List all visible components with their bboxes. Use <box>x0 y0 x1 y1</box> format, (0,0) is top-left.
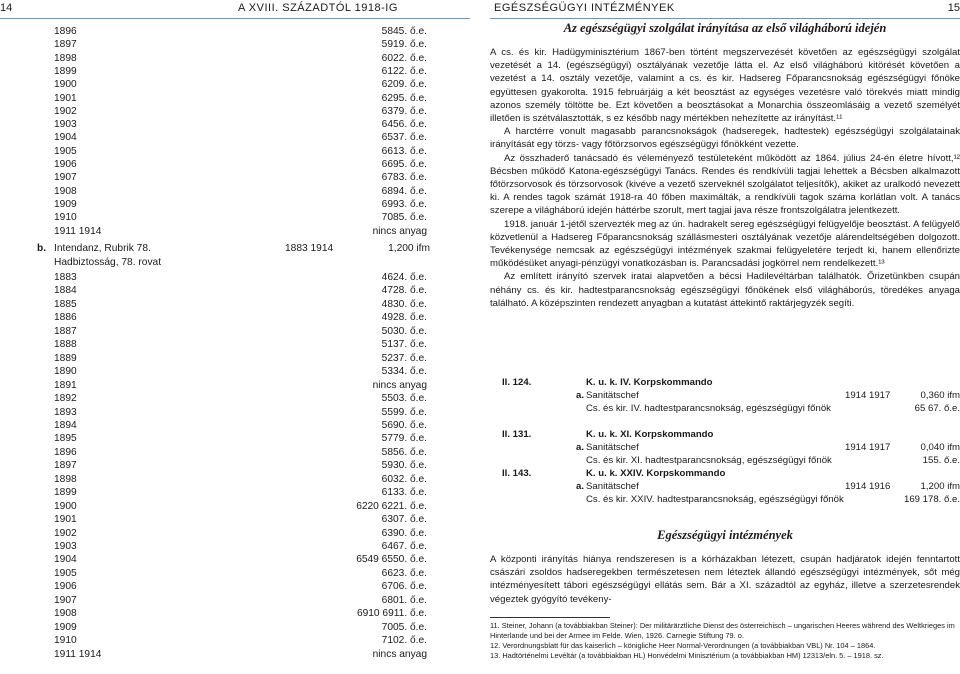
year: 1890 <box>54 366 77 378</box>
left-running-header <box>0 0 470 19</box>
section-b-years: 1883 1914 <box>285 243 334 254</box>
sub-name: Sanitätschef <box>586 481 639 492</box>
unit-years: 1914 1917 <box>845 390 891 401</box>
footnote: 12. Verordnungsblatt für das kaiserlich – königliche Heer Normal-Verordnungen (a továbbiakban VBL) Nr. 104 – 1864. <box>490 641 876 650</box>
year: 1896 <box>54 446 77 458</box>
footnote-rule <box>490 617 610 618</box>
unit-number: II. 131. <box>502 429 532 440</box>
section-b-letter: b. <box>37 243 47 254</box>
year: 1897 <box>54 460 77 472</box>
unit-translation: Cs. és kir. IV. hadtestparancsnokság, egészségügyi főnök <box>586 403 831 414</box>
year: 1911 1914 <box>54 648 102 660</box>
year: 1896 <box>54 26 77 37</box>
archive-unit: 6220 6221. ő.e. <box>356 500 427 512</box>
archive-unit: 4830. ő.e. <box>381 298 427 310</box>
archive-unit: 5845. ő.e. <box>381 26 427 37</box>
archive-unit: 5137. ő.e. <box>381 339 427 351</box>
year: 1901 <box>54 92 77 104</box>
unit-translation: Cs. és kir. XI. hadtestparancsnokság, egészségügyi főnök <box>586 455 832 466</box>
unit-number: II. 124. <box>502 377 532 388</box>
year: 1897 <box>54 39 77 51</box>
archive-unit: 6549 6550. ő.e. <box>356 554 427 566</box>
year: 1905 <box>54 567 77 579</box>
archive-unit: 6022. ő.e. <box>381 52 427 64</box>
footnote: 13. Hadtörténelmi Levéltár (a továbbiakban HL) Honvédelmi Minisztérium (a továbbiakban HM) 12313/eln. 5. – 1918. sz. <box>490 651 884 660</box>
year: 1902 <box>54 105 77 117</box>
unit-years: 1914 1916 <box>845 481 891 492</box>
year: 1885 <box>54 298 77 310</box>
year: 1906 <box>54 581 77 593</box>
archive-unit: 6390. ő.e. <box>381 527 427 539</box>
section-title-2: Egészségügyi intézmények <box>657 528 793 542</box>
archive-unit: 6910 6911. ő.e. <box>356 608 427 620</box>
left-page-number: 14 <box>0 2 13 14</box>
archive-unit: 5030. ő.e. <box>381 325 427 337</box>
archive-unit: 6894. ő.e. <box>381 185 427 197</box>
year: 1910 <box>54 635 77 647</box>
year: 1899 <box>54 487 77 499</box>
unit-number: II. 143. <box>502 468 532 479</box>
unit-heading: K. u. k. XI. Korpskommando <box>586 429 714 440</box>
section-b-name: Intendanz, Rubrik 78. <box>54 243 151 254</box>
year: 1902 <box>54 527 77 539</box>
archive-unit: 5599. ő.e. <box>381 406 427 418</box>
archive-unit: 6537. ő.e. <box>381 132 427 144</box>
archive-unit: nincs anyag <box>372 379 427 391</box>
unit-range: 155. ő.e. <box>922 455 960 466</box>
year: 1893 <box>54 406 77 418</box>
archive-unit: 5503. ő.e. <box>381 393 427 405</box>
paragraph: A cs. és kir. Hadügyminisztérium 1867-ben történt megszervezését követően az egészségügyi szolgálat vezetését a 14. (egészségügyi) osztályának vezetője látta el. Az első világháború kitörését követően a vezetést a 14. osztály vezetője, valamint a cs. és kir. Hadsereg Főparancsnokság egészségügyi főnöke együttesen gyakorolta. 1915 februárjáig a két beosztást az egységes vezetésre való törekvés miatt mindig azonos személy töltötte be. Ezt követően a beosztásokat a Monarchia összeomlásáig a vezető személyét illetően is szétválasztották, s ez később nagy mértékben nehezítette az irányítást.¹¹ <box>490 47 960 125</box>
archive-unit: 7005. ő.e. <box>381 621 427 633</box>
year: 1908 <box>54 608 77 620</box>
archive-unit: 6993. ő.e. <box>381 198 427 210</box>
footnote: 11. Steiner, Johann (a továbbiakban Steiner): Der militärärztliche Dienst des österreichisch – ungarischen Heeres während des Weltkrieges im Hinterlande und bei der Armee im Felde. Wien, 1926. Carnegie Stiftung 79. o. <box>490 621 955 640</box>
archive-unit: 7102. ő.e. <box>381 635 427 647</box>
unit-extent: 1,200 ifm <box>920 481 960 492</box>
year: 1905 <box>54 145 77 157</box>
archive-unit: 6209. ő.e. <box>381 79 427 91</box>
unit-years: 1914 1917 <box>845 442 891 453</box>
paragraph-2: A központi irányítás hiánya rendszeresen is a kórházakban létezett, csupán hadjáratok idején fenntartott császári zsoldos hadseregekben természetesen nem léteztek állandó egészségügyi intézmények, sőt még intézményesített tábori egészségügyi ellátás sem. Bár a XI. századtól az egyház, illetve a szerzetesrendek végeztek gyógyító tevékeny- <box>490 554 960 605</box>
archive-unit: nincs anyag <box>372 648 427 660</box>
year: 1903 <box>54 541 77 552</box>
year: 1904 <box>54 554 77 566</box>
archive-unit: 6706. ő.e. <box>381 581 427 593</box>
year: 1909 <box>54 621 77 633</box>
year: 1910 <box>54 212 77 224</box>
archive-unit: 4928. ő.e. <box>381 312 427 324</box>
right-running-header <box>490 0 960 19</box>
archive-unit: 5856. ő.e. <box>381 446 427 458</box>
year: 1887 <box>54 325 77 337</box>
year: 1895 <box>54 433 77 445</box>
footnotes <box>490 621 960 661</box>
unit-extent: 0,040 ifm <box>920 442 960 453</box>
archive-unit: 6695. ő.e. <box>381 159 427 170</box>
year: 1904 <box>54 132 77 144</box>
year: 1894 <box>54 419 77 431</box>
year: 1903 <box>54 119 77 131</box>
unit-extent: 0,360 ifm <box>920 390 960 401</box>
unit-heading: K. u. k. IV. Korpskommando <box>586 377 713 388</box>
right-page <box>490 0 960 674</box>
archive-unit: 6032. ő.e. <box>381 473 427 485</box>
archive-unit: 5930. ő.e. <box>381 460 427 472</box>
archive-unit: 7085. ő.e. <box>381 212 427 224</box>
archive-unit: 6379. ő.e. <box>381 105 427 117</box>
year: 1898 <box>54 52 77 64</box>
paragraph: A harctérre vonult magasabb parancsnokságok (hadseregek, hadtestek) egészségügyi szolgálatainak irányítását egy törzs- vagy főtörzsorvos egészségügyi főnökként vezette. <box>490 126 960 151</box>
archive-unit: 6133. ő.e. <box>381 487 427 499</box>
year: 1886 <box>54 312 77 324</box>
archive-unit: 4624. ő.e. <box>381 272 427 283</box>
archive-unit: 4728. ő.e. <box>381 285 427 297</box>
section-b-subtitle: Hadbiztosság, 78. rovat <box>54 257 162 268</box>
year: 1889 <box>54 352 77 364</box>
right-page-number: 15 <box>947 2 960 14</box>
section-b-extent: 1,200 ifm <box>388 243 430 254</box>
archive-unit: 5334. ő.e. <box>381 366 427 378</box>
archive-unit: 5237. ő.e. <box>381 352 427 364</box>
year: 1884 <box>54 285 77 297</box>
left-running-head: A XVIII. SZÁZADTÓL 1918-IG <box>238 2 398 14</box>
paragraph: 1918. január 1-jétől szervezték meg az ún. hadrakelt sereg egészségügyi felügyelője beosztást. A felügyelő közvetlenül a Hadsereg Főparancsnokság szállásmesteri osztályának vezetője alárendeltségében dolgozott. Tevékenysége nemcsak az egészségügyi intézmények szakmai felügyeletére terjedt ki, hanem ellenőrizte működésüket anyagi-pénzügyi vonatkozásban is. Parancsadási jogkörrel nem rendelkezett.¹³ <box>490 218 960 270</box>
unit-translation: Cs. és kir. XXIV. hadtestparancsnokság, egészségügyi főnök <box>586 494 844 505</box>
sub-letter: a. <box>576 481 585 492</box>
archive-unit: 5919. ő.e. <box>381 39 427 51</box>
year: 1900 <box>54 79 77 91</box>
body-text <box>490 46 960 310</box>
section-title: Az egészségügyi szolgálat irányítása az első világháború idején <box>563 21 887 35</box>
archive-unit: 6456. ő.e. <box>381 119 427 131</box>
sub-name: Sanitätschef <box>586 442 639 453</box>
archive-unit: 6623. ő.e. <box>381 567 427 579</box>
year: 1901 <box>54 514 77 526</box>
year: 1888 <box>54 339 77 351</box>
paragraph: Az említett irányító szervek iratai alapvetően a bécsi Hadilevéltárban találhatók. Őrizetünkben csupán néhány cs. és kir. hadtestparancsnokság egészségügyi főnökének első világháborús, töredékes anyaga található. A középszinten rendezett anyagban a kutatást áttekintő raktárjegyzék segíti. <box>490 271 960 309</box>
archive-unit: 6783. ő.e. <box>381 172 427 184</box>
year: 1898 <box>54 473 77 485</box>
archive-unit: 6122. ő.e. <box>381 65 427 77</box>
right-running-head: EGÉSZSÉGÜGYI INTÉZMÉNYEK <box>494 2 675 14</box>
year: 1899 <box>54 65 77 77</box>
unit-heading: K. u. k. XXIV. Korpskommando <box>586 468 726 479</box>
year: 1907 <box>54 594 77 606</box>
archive-unit: 6801. ő.e. <box>381 594 427 606</box>
year: 1911 1914 <box>54 225 102 237</box>
year: 1900 <box>54 500 77 512</box>
sub-letter: a. <box>576 390 585 401</box>
paragraph: Az összhaderő tanácsadó és véleményező testületeként működött az 1864. július 24-én életre hívott,¹² Bécsben működő Katona-egészségügyi Tanács. Rendes és rendkívüli tagjai lehettek a Bécsben alkalmazott főtörzsorvosok és törzsorvosok (kivéve a vezető szerveknél szolgálatot teljesítők), akiket az uralkodó nevezett ki. A rendes tagok számát 1918-ra 40 főben maximálták, a rendkívüli tagok száma korlátlan volt. A tanács szerepe a világháború idején háttérbe szorult, mert tagjai java része frontszolgálatra jelentkezett. <box>490 152 960 217</box>
unit-range: 65 67. ő.e. <box>914 403 960 414</box>
archive-unit: 6295. ő.e. <box>381 92 427 104</box>
archive-unit: 5690. ő.e. <box>381 419 427 431</box>
year: 1891 <box>54 379 77 391</box>
year: 1907 <box>54 172 77 184</box>
archive-unit: 6613. ő.e. <box>381 145 427 157</box>
archive-unit: 6307. ő.e. <box>381 514 427 526</box>
archive-unit: 6467. ő.e. <box>381 541 427 552</box>
year: 1892 <box>54 393 77 405</box>
year: 1906 <box>54 159 77 170</box>
archive-unit: 5779. ő.e. <box>381 433 427 445</box>
sub-name: Sanitätschef <box>586 390 639 401</box>
sub-letter: a. <box>576 442 585 453</box>
year: 1909 <box>54 198 77 210</box>
left-page <box>0 0 470 674</box>
year: 1908 <box>54 185 77 197</box>
archive-unit: nincs anyag <box>372 225 427 237</box>
year: 1883 <box>54 272 77 283</box>
unit-range: 169 178. ő.e. <box>903 494 960 505</box>
